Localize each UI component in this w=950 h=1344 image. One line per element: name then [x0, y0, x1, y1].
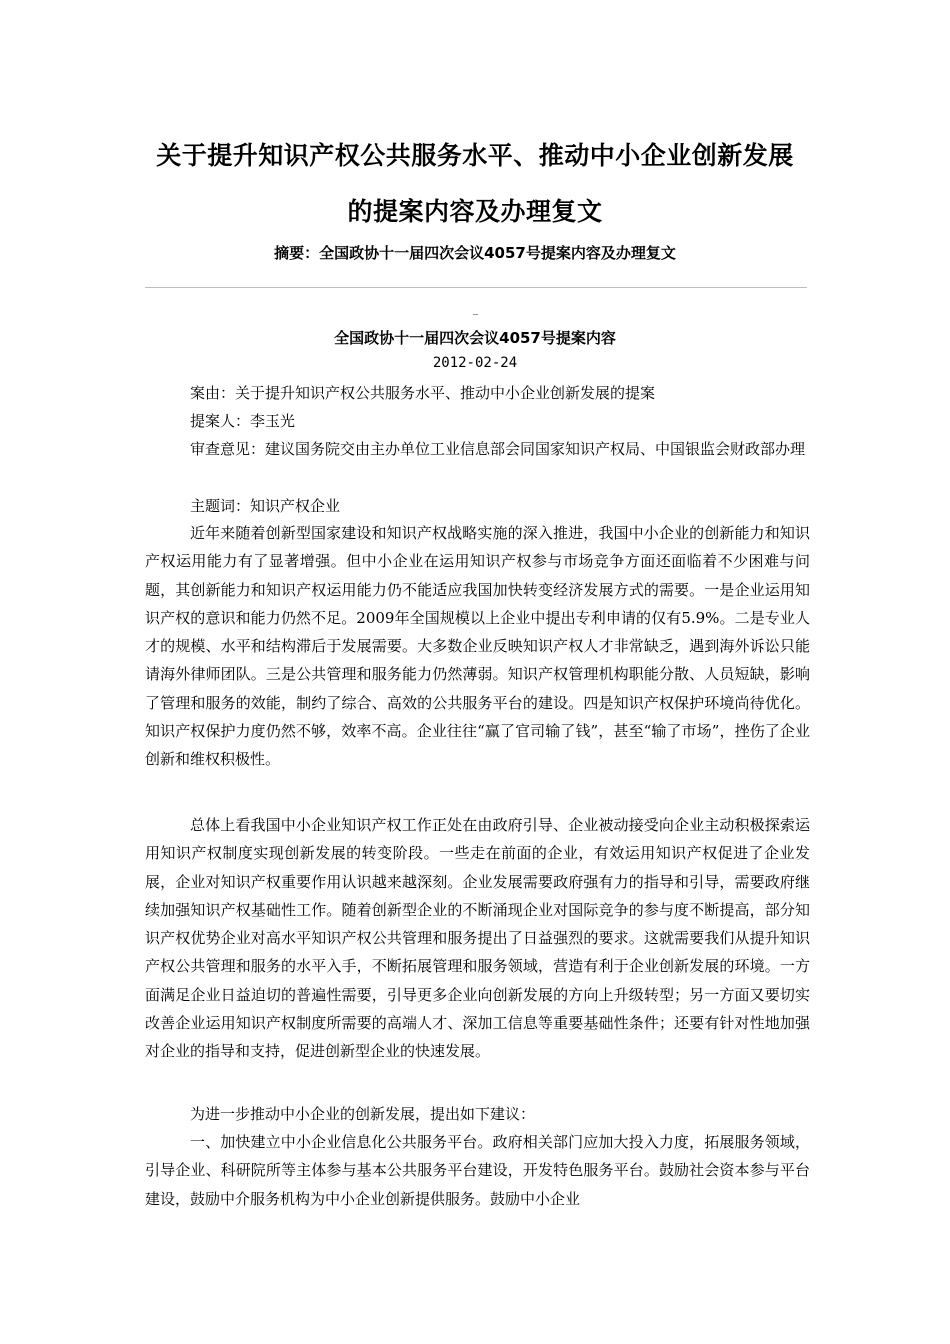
case-reason: 案由：关于提升知识产权公共服务水平、推动中小企业创新发展的提案 [190, 384, 656, 402]
body-paragraph: 近年来随着创新型国家建设和知识产权战略实施的深入推进，我国中小企业的创新能力和知识产权运用能力有了显著增强。但中小企业在运用知识产权参与市场竞争方面还面临着不少困难与问题，其创新能力和知识产权运用能力仍不能适应我国加快转变经济发展方式的需要。一是企业运用知识产权的意识和能力仍然不足。2009年全国规模以上企业中提出专利申请的仅有5.9%。二是专业人才的规模、水平和结构滞后于发展需要。大多数企业反映知识产权人才非常缺乏，遇到海外诉讼只能请海外律师团队。三是公共管理和服务能力仍然薄弱。知识产权管理机构职能分散、人员短缺，影响了管理和服务的效能，制约了综合、高效的公共服务平台的建设。四是知识产权保护环境尚待优化。知识产权保护力度仍然不够，效率不高。企业往往“赢了官司输了钱”，甚至“输了市场”，挫伤了企业创新和维权积极性。 [145, 524, 810, 769]
body-paragraph: 一、加快建立中小企业信息化公共服务平台。政府相关部门应加大投入力度，拓展服务领域，引导企业、科研院所等主体参与基本公共服务平台建设，开发特色服务平台。鼓励社会资本参与平台建设，鼓励中介服务机构为中小企业创新提供服务。鼓励中小企业 [145, 1133, 810, 1208]
body-paragraph: 总体上看我国中小企业知识产权工作正处在由政府引导、企业被动接受向企业主动积极探索运用知识产权制度实现创新发展的转变阶段。一些走在前面的企业，有效运用知识产权促进了企业发展，企业对知识产权重要作用认识越来越深刻。企业发展需要政府强有力的指导和引导，需要政府继续加强知识产权基础性工作。随着创新型企业的不断涌现企业对国际竞争的参与度不断提高，部分知识产权优势企业对高水平知识产权公共管理和服务提出了日益强烈的要求。这就需要我们从提升知识产权公共管理和服务的水平入手，不断拓展管理和服务领域，营造有利于企业创新发展的环境。一方面满足企业日益迫切的普遍性需要，引导更多企业向创新发展的方向上升级转型；另一方面又要切实改善企业运用知识产权制度所需要的高端人才、深加工信息等重要基础性条件；还要有针对性地加强对企业的指导和支持，促进创新型企业的快速发展。 [145, 816, 810, 1061]
document-title-line-2: 的提案内容及办理复文 [347, 197, 603, 226]
document-title-line-1: 关于提升知识产权公共服务水平、推动中小企业创新发展 [156, 141, 794, 170]
review-opinion: 审查意见：建议国务院交由主办单位工业信息部会同国家知识产权局、中国银监会财政部办理 [190, 440, 806, 458]
proposal-date: 2012-02-24 [432, 355, 518, 371]
abstract-line: 摘要：全国政协十一届四次会议4057号提案内容及办理复文 [274, 244, 676, 262]
body-paragraph: 为进一步推动中小企业的创新发展，提出如下建议： [190, 1105, 536, 1123]
keywords: 主题词：知识产权企业 [190, 497, 341, 515]
proposal-subtitle: 全国政协十一届四次会议4057号提案内容 [334, 329, 616, 347]
divider-tick [473, 314, 478, 315]
horizontal-divider [145, 287, 807, 288]
proposer: 提案人：李玉光 [190, 412, 296, 430]
